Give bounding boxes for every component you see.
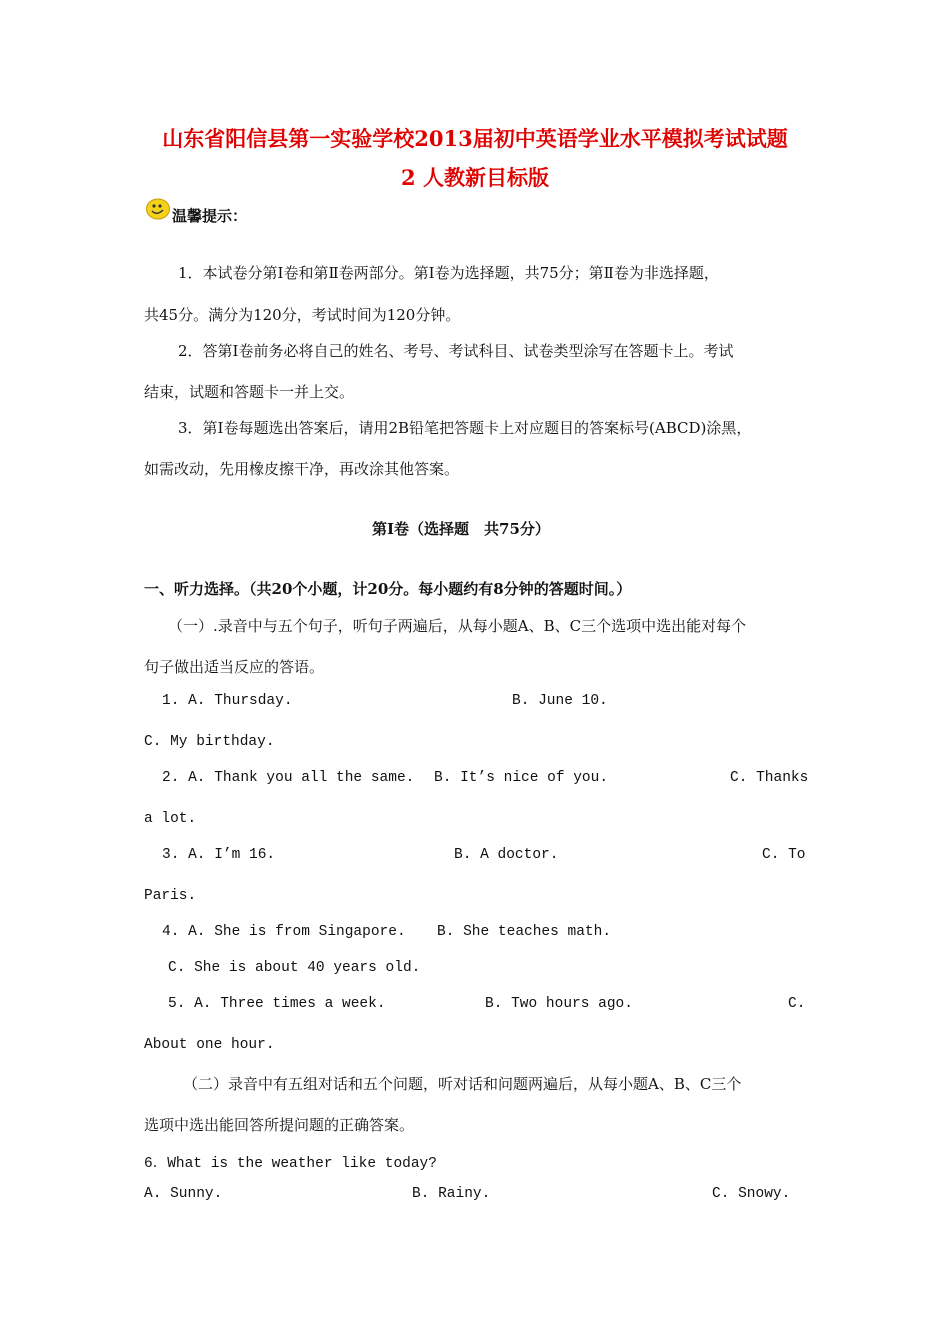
section1-heading: 一、听力选择。（共20个小题，计20分。每小题约有8分钟的答题时间。）: [144, 580, 632, 598]
doc-title-line1: 山东省阳信县第一实验学校2013届初中英语学业水平模拟考试试题: [162, 126, 788, 151]
tip-3-line2: 如需改动，先用橡皮擦干净，再改涂其他答案。: [144, 460, 460, 478]
q3-option-c: C. To: [762, 847, 806, 863]
sub2-instruction-line2: 选项中选出能回答所提问题的正确答案。: [144, 1116, 415, 1134]
q3-option-b: B. A doctor.: [454, 847, 559, 863]
q1-option-b: B. June 10.: [512, 693, 608, 709]
q4-option-c: C. She is about 40 years old.: [168, 960, 421, 976]
sub1-instruction-line2: 句子做出适当反应的答语。: [144, 658, 325, 676]
q2-option-c-cont: a lot.: [144, 811, 197, 827]
q5-option-c: C.: [788, 996, 806, 1012]
sub1-instruction-line1: （一）.录音中与五个句子，听句子两遍后，从每小题A、B、C三个选项中选出能对每个: [168, 617, 747, 635]
q2-option-a: 2. A. Thank you all the same.: [162, 770, 415, 786]
q4-option-a: 4. A. She is from Singapore.: [162, 924, 406, 940]
q5-option-b: B. Two hours ago.: [485, 996, 633, 1012]
part1-heading: 第I卷（选择题 共75分）: [372, 520, 550, 538]
smiley-face-icon: [146, 198, 171, 220]
q6-option-a: A. Sunny.: [144, 1186, 223, 1202]
q6-option-b: B. Rainy.: [412, 1186, 491, 1202]
tips-label: 温馨提示：: [172, 207, 248, 225]
tip-1-line1: 1．本试卷分第Ⅰ卷和第Ⅱ卷两部分。第Ⅰ卷为选择题，共75分；第Ⅱ卷为非选择题，: [178, 264, 719, 282]
tip-1-line2: 共45分。满分为120分，考试时间为120分钟。: [144, 306, 461, 324]
q6-option-c: C. Snowy.: [712, 1186, 791, 1202]
q1-option-a: 1. A. Thursday.: [162, 693, 293, 709]
q5-option-a: 5. A. Three times a week.: [168, 996, 386, 1012]
q2-option-b: B. It’s nice of you.: [434, 770, 609, 786]
tip-2-line2: 结束，试题和答题卡一并上交。: [144, 383, 355, 401]
sub2-instruction-line1: （二）录音中有五组对话和五个问题，听对话和问题两遍后，从每小题A、B、C三个: [183, 1075, 742, 1093]
q3-option-a: 3. A. I’m 16.: [162, 847, 276, 863]
q2-option-c: C. Thanks: [730, 770, 809, 786]
q5-option-c-cont: About one hour.: [144, 1037, 275, 1053]
tip-3-line1: 3．第Ⅰ卷每题选出答案后，请用2B铅笔把答题卡上对应题目的答案标号(ABCD)涂黑，: [178, 419, 752, 437]
q4-option-b: B. She teaches math.: [437, 924, 612, 940]
q1-option-c: C. My birthday.: [144, 734, 275, 750]
q3-option-c-cont: Paris.: [144, 888, 197, 904]
doc-title-line2: 2 人教新目标版: [401, 165, 549, 190]
tip-2-line1: 2．答第Ⅰ卷前务必将自己的姓名、考号、考试科目、试卷类型涂写在答题卡上。考试: [178, 342, 734, 360]
q6-stem: 6．What is the weather like today?: [144, 1156, 437, 1172]
